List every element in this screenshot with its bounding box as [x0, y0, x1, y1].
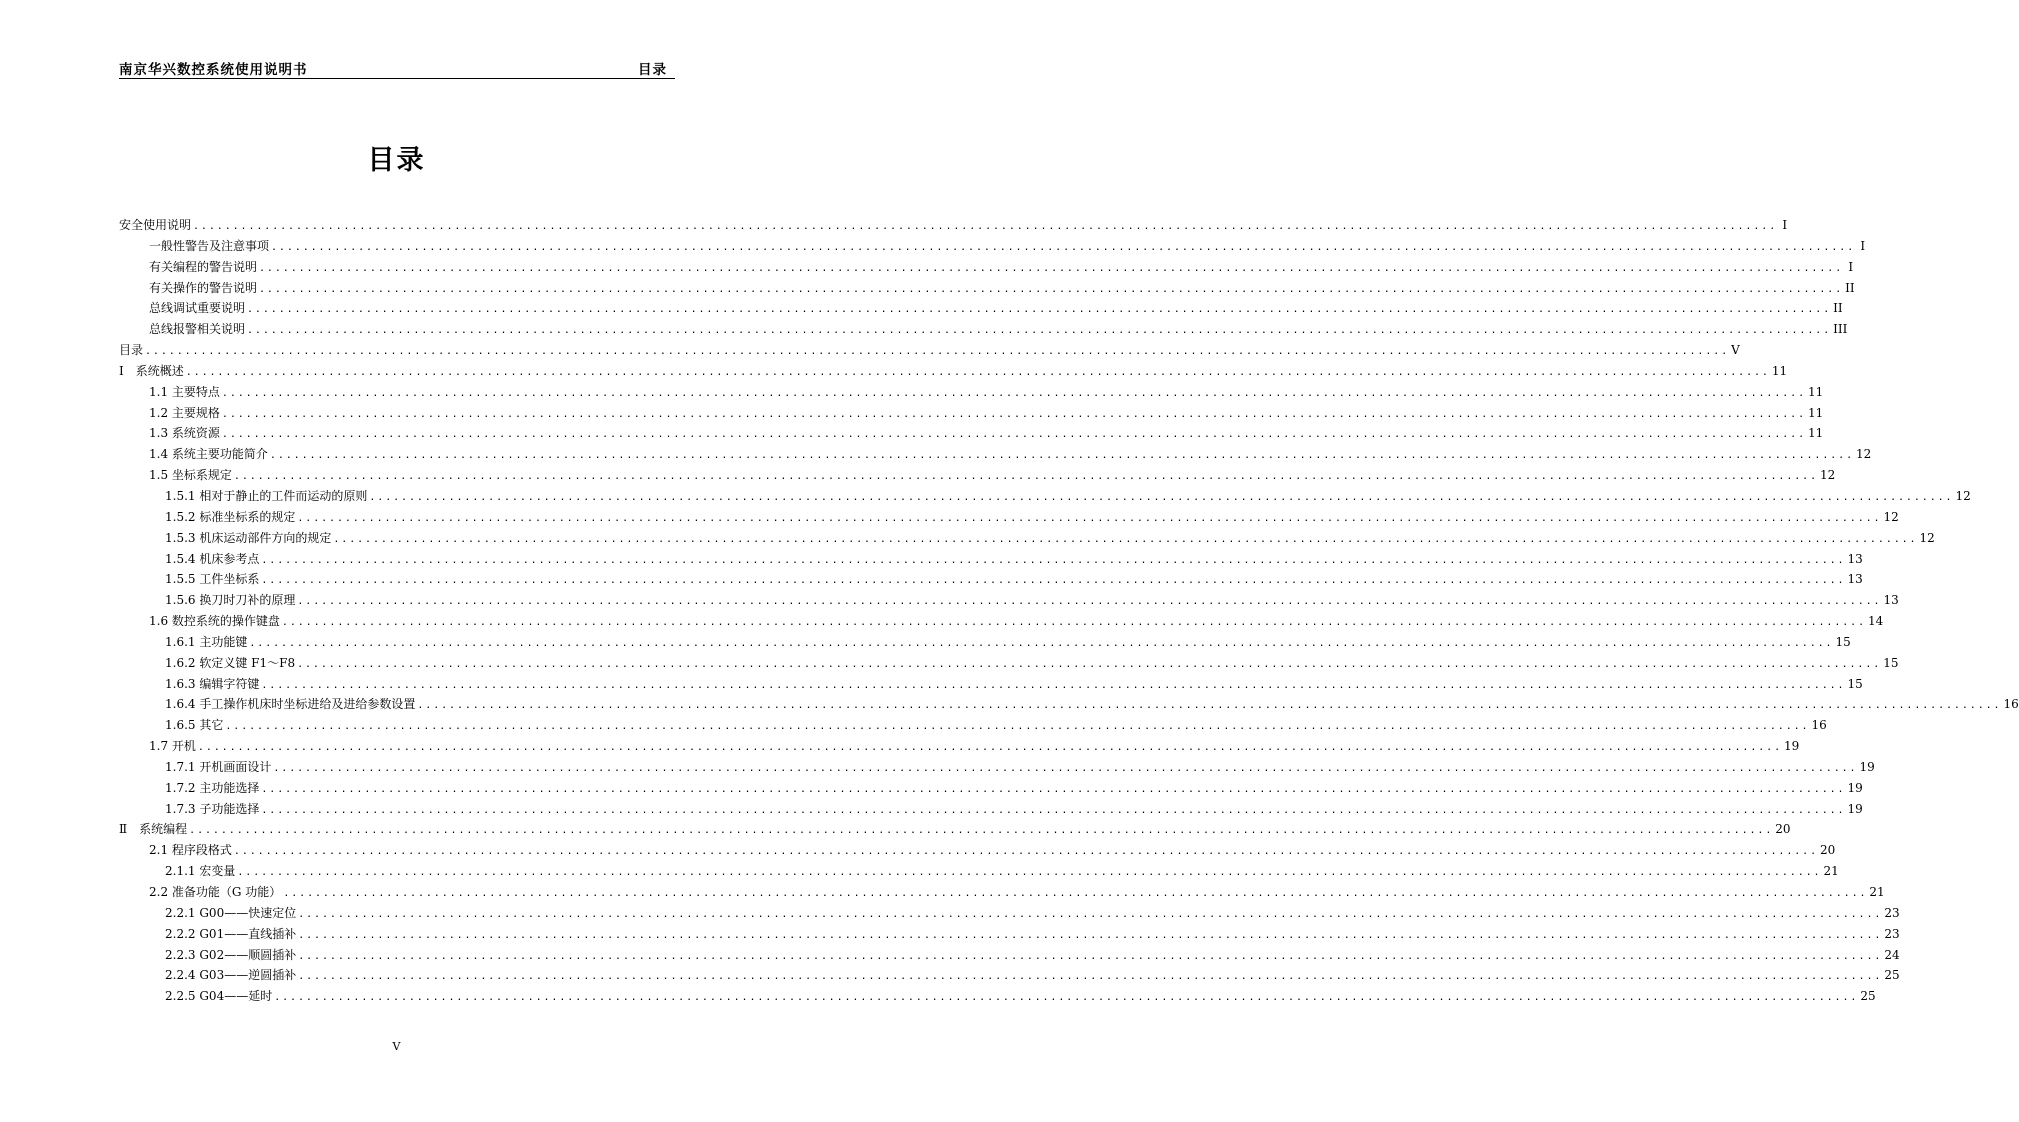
toc-entry-label: 1.6.3 编辑字符键: [165, 676, 260, 691]
toc-entry[interactable]: [119, 529, 1935, 550]
toc-entry-label: 2.2.1 G00——快速定位: [165, 905, 297, 920]
toc-leader-dots: ........................................................................................................................................................................................................: [281, 617, 1867, 629]
toc-entry-page: 16: [1811, 718, 1827, 733]
toc-entry-label: Ⅱ 系统编程: [119, 822, 188, 837]
toc-entry-page: V: [1731, 343, 1740, 358]
toc-entry[interactable]: [119, 695, 2019, 716]
toc-entry-page: 24: [1884, 947, 1900, 962]
toc-entry-page: 11: [1808, 384, 1824, 399]
toc-leader-dots: ........................................................................................................................................................................................................: [297, 512, 1882, 524]
toc-entry-label: 2.2.2 G01——直线插补: [165, 926, 297, 941]
toc-entry[interactable]: [119, 737, 1800, 758]
toc-entry-label: 1.5.1 相对于静止的工件而运动的原则: [165, 488, 368, 503]
toc-entry-label: 1.2 主要规格: [149, 405, 220, 420]
toc-leader-dots: ........................................................................................................................................................................................................: [259, 283, 1844, 295]
toc-entry[interactable]: [119, 633, 1851, 654]
toc-entry[interactable]: [119, 508, 1899, 529]
toc-entry-page: 19: [1847, 780, 1863, 795]
toc-entry-label: 2.2 准备功能（G 功能）: [149, 885, 282, 899]
toc-entry[interactable]: [119, 216, 1788, 237]
toc-entry-page: 19: [1784, 739, 1800, 754]
toc-leader-dots: ........................................................................................................................................................................................................: [193, 221, 1778, 232]
toc-entry-label: 2.1 程序段格式: [149, 843, 232, 858]
toc-entry-page: III: [1833, 322, 1848, 337]
toc-entry-page: 21: [1823, 864, 1839, 879]
toc-leader-dots: ........................................................................................................................................................................................................: [271, 241, 1856, 253]
toc-leader-dots: ........................................................................................................................................................................................................: [261, 679, 1846, 691]
toc-entry-page: 15: [1835, 634, 1851, 649]
toc-entry-label: 1.6.1 主功能键: [165, 634, 248, 649]
toc-leader-dots: ........................................................................................................................................................................................................: [369, 491, 1954, 503]
toc-leader-dots: ........................................................................................................................................................................................................: [269, 450, 1855, 462]
toc-entry-label: 1.5.5 工件坐标系: [165, 572, 260, 587]
toc-entry-page: 20: [1820, 843, 1836, 858]
toc-entry-page: 11: [1808, 405, 1824, 420]
table-of-contents: [119, 216, 2019, 1008]
toc-leader-dots: ........................................................................................................................................................................................................: [259, 262, 1844, 274]
toc-entry-label: 1.7.2 主功能选择: [165, 780, 260, 795]
toc-entry-page: 11: [1771, 363, 1788, 378]
toc-entry-page: 19: [1847, 801, 1863, 816]
toc-leader-dots: ........................................................................................................................................................................................................: [261, 575, 1846, 587]
toc-leader-dots: ........................................................................................................................................................................................................: [298, 929, 1883, 941]
toc-entry[interactable]: [119, 383, 1824, 404]
toc-entry[interactable]: [119, 550, 1863, 571]
toc-leader-dots: ........................................................................................................................................................................................................: [185, 366, 1770, 378]
toc-entry-label: 1.3 系统资源: [149, 426, 220, 441]
toc-entry[interactable]: [119, 841, 1836, 862]
toc-entry[interactable]: [119, 570, 1863, 591]
toc-entry-page: 13: [1847, 551, 1863, 566]
toc-entry-page: II: [1845, 280, 1855, 295]
toc-entry-label: 有关操作的警告说明: [149, 280, 258, 295]
toc-entry-label: 1.6.5 其它: [165, 718, 224, 733]
toc-entry[interactable]: [119, 820, 1791, 841]
header-section-title: 目录: [638, 62, 667, 78]
toc-entry[interactable]: [119, 716, 1827, 737]
toc-leader-dots: ........................................................................................................................................................................................................: [274, 992, 1859, 1004]
toc-entry[interactable]: [119, 237, 1866, 258]
toc-entry-label: 2.2.5 G04——延时: [165, 989, 273, 1004]
toc-leader-dots: ........................................................................................................................................................................................................: [261, 804, 1846, 816]
toc-entry[interactable]: [119, 966, 1900, 987]
toc-entry[interactable]: [119, 320, 1848, 341]
toc-leader-dots: ........................................................................................................................................................................................................: [189, 825, 1774, 837]
toc-entry-label: 有关编程的警告说明: [149, 259, 258, 274]
toc-entry-label: 一般性警告及注意事项: [149, 238, 270, 253]
toc-leader-dots: ........................................................................................................................................................................................................: [298, 971, 1883, 983]
header-manual-title: 南京华兴数控系统使用说明书: [119, 62, 308, 78]
toc-entry-page: 23: [1884, 905, 1900, 920]
toc-entry[interactable]: [119, 466, 1836, 487]
toc-entry-page: I: [1848, 259, 1854, 274]
toc-leader-dots: ........................................................................................................................................................................................................: [247, 325, 1832, 337]
toc-entry-label: 安全使用说明: [119, 218, 192, 232]
toc-entry[interactable]: [119, 862, 1839, 883]
toc-leader-dots: ........................................................................................................................................................................................................: [225, 721, 1810, 733]
toc-leader-dots: ........................................................................................................................................................................................................: [237, 867, 1822, 879]
toc-entry[interactable]: [119, 362, 1788, 383]
toc-leader-dots: ........................................................................................................................................................................................................: [233, 846, 1819, 858]
toc-entry[interactable]: [119, 258, 1854, 279]
toc-entry-page: 15: [1847, 676, 1863, 691]
toc-entry-label: 1.7.1 开机画面设计: [165, 759, 272, 774]
toc-leader-dots: ........................................................................................................................................................................................................: [298, 908, 1883, 920]
toc-leader-dots: ........................................................................................................................................................................................................: [221, 429, 1807, 441]
toc-entry[interactable]: [119, 987, 1876, 1008]
toc-leader-dots: ........................................................................................................................................................................................................: [273, 762, 1858, 774]
toc-entry-page: I: [1782, 218, 1788, 232]
toc-leader-dots: ........................................................................................................................................................................................................: [197, 742, 1783, 754]
toc-entry-page: 12: [1883, 509, 1899, 524]
toc-entry-page: 15: [1883, 655, 1899, 670]
toc-entry-label: 1.5 坐标系规定: [149, 468, 232, 483]
toc-entry[interactable]: [119, 800, 1863, 821]
toc-entry-page: 12: [1856, 447, 1872, 462]
toc-leader-dots: ........................................................................................................................................................................................................: [417, 700, 2002, 712]
toc-entry[interactable]: [119, 925, 1900, 946]
toc-entry-page: 23: [1884, 926, 1900, 941]
toc-leader-dots: ........................................................................................................................................................................................................: [261, 554, 1846, 566]
toc-entry-label: Ⅰ 系统概述: [119, 363, 184, 378]
toc-leader-dots: ........................................................................................................................................................................................................: [333, 533, 1918, 545]
toc-entry[interactable]: [119, 404, 1824, 425]
toc-leader-dots: ........................................................................................................................................................................................................: [233, 471, 1819, 483]
page-number: V: [392, 1040, 401, 1053]
toc-entry[interactable]: [119, 424, 1824, 445]
toc-entry-page: I: [1860, 238, 1866, 253]
toc-leader-dots: ........................................................................................................................................................................................................: [145, 346, 1730, 358]
toc-entry-page: 16: [2003, 697, 2019, 712]
page-header: [119, 55, 675, 79]
toc-entry-page: 13: [1847, 572, 1863, 587]
toc-leader-dots: ........................................................................................................................................................................................................: [297, 658, 1882, 670]
toc-leader-dots: ........................................................................................................................................................................................................: [298, 950, 1883, 962]
toc-entry-label: 2.2.4 G03——逆圆插补: [165, 968, 297, 983]
toc-leader-dots: ........................................................................................................................................................................................................: [221, 387, 1807, 399]
toc-entry-page: 21: [1869, 885, 1885, 899]
toc-entry[interactable]: [119, 445, 1872, 466]
toc-entry-label: 1.4 系统主要功能简介: [149, 447, 268, 462]
toc-entry-label: 2.2.3 G02——顺圆插补: [165, 947, 297, 962]
toc-entry-label: 1.5.4 机床参考点: [165, 551, 260, 566]
toc-entry[interactable]: [119, 591, 1899, 612]
toc-entry-label: 2.1.1 宏变量: [165, 864, 236, 879]
toc-entry-label: 1.1 主要特点: [149, 384, 220, 399]
toc-entry-label: 1.5.3 机床运动部件方向的规定: [165, 530, 332, 545]
toc-entry-label: 1.5.6 换刀时刀补的原理: [165, 593, 296, 608]
toc-entry[interactable]: [119, 758, 1875, 779]
toc-entry-page: 20: [1775, 822, 1791, 837]
toc-entry-label: 1.6.2 软定义键 F1～F8: [165, 655, 296, 670]
toc-leader-dots: ........................................................................................................................................................................................................: [297, 596, 1882, 608]
toc-entry-label: 1.7 开机: [149, 739, 196, 754]
toc-entry[interactable]: [119, 279, 1855, 300]
toc-entry-page: 25: [1884, 968, 1900, 983]
toc-leader-dots: ........................................................................................................................................................................................................: [283, 888, 1868, 899]
toc-entry[interactable]: [119, 779, 1863, 800]
toc-leader-dots: ........................................................................................................................................................................................................: [249, 637, 1834, 649]
toc-entry[interactable]: [119, 612, 1884, 633]
toc-entry-label: 1.6.4 手工操作机床时坐标进给及进给参数设置: [165, 697, 416, 712]
toc-entry[interactable]: [119, 341, 1740, 362]
toc-entry[interactable]: [119, 654, 1899, 675]
toc-entry-page: II: [1833, 301, 1843, 316]
toc-entry-page: 12: [1955, 488, 1971, 503]
toc-entry-page: 12: [1820, 468, 1836, 483]
page-title: 目录: [367, 145, 426, 176]
toc-entry-page: 11: [1808, 426, 1824, 441]
toc-entry-label: 总线调试重要说明: [149, 301, 246, 316]
toc-leader-dots: ........................................................................................................................................................................................................: [247, 304, 1832, 316]
toc-leader-dots: ........................................................................................................................................................................................................: [221, 408, 1807, 420]
toc-entry-label: 目录: [119, 343, 144, 358]
toc-entry-page: 25: [1860, 989, 1876, 1004]
toc-entry-page: 12: [1919, 530, 1935, 545]
toc-entry-label: 1.5.2 标准坐标系的规定: [165, 509, 296, 524]
toc-entry[interactable]: [119, 487, 1971, 508]
toc-entry[interactable]: [119, 883, 1885, 904]
toc-entry-page: 13: [1883, 593, 1899, 608]
toc-entry[interactable]: [119, 675, 1863, 696]
toc-leader-dots: ........................................................................................................................................................................................................: [261, 783, 1846, 795]
toc-entry-label: 1.6 数控系统的操作键盘: [149, 614, 280, 629]
toc-entry[interactable]: [119, 946, 1900, 967]
toc-entry[interactable]: [119, 904, 1900, 925]
toc-entry-page: 19: [1859, 759, 1875, 774]
toc-entry[interactable]: [119, 299, 1843, 320]
toc-entry-label: 总线报警相关说明: [149, 322, 246, 337]
toc-entry-label: 1.7.3 子功能选择: [165, 801, 260, 816]
toc-entry-page: 14: [1868, 614, 1884, 629]
